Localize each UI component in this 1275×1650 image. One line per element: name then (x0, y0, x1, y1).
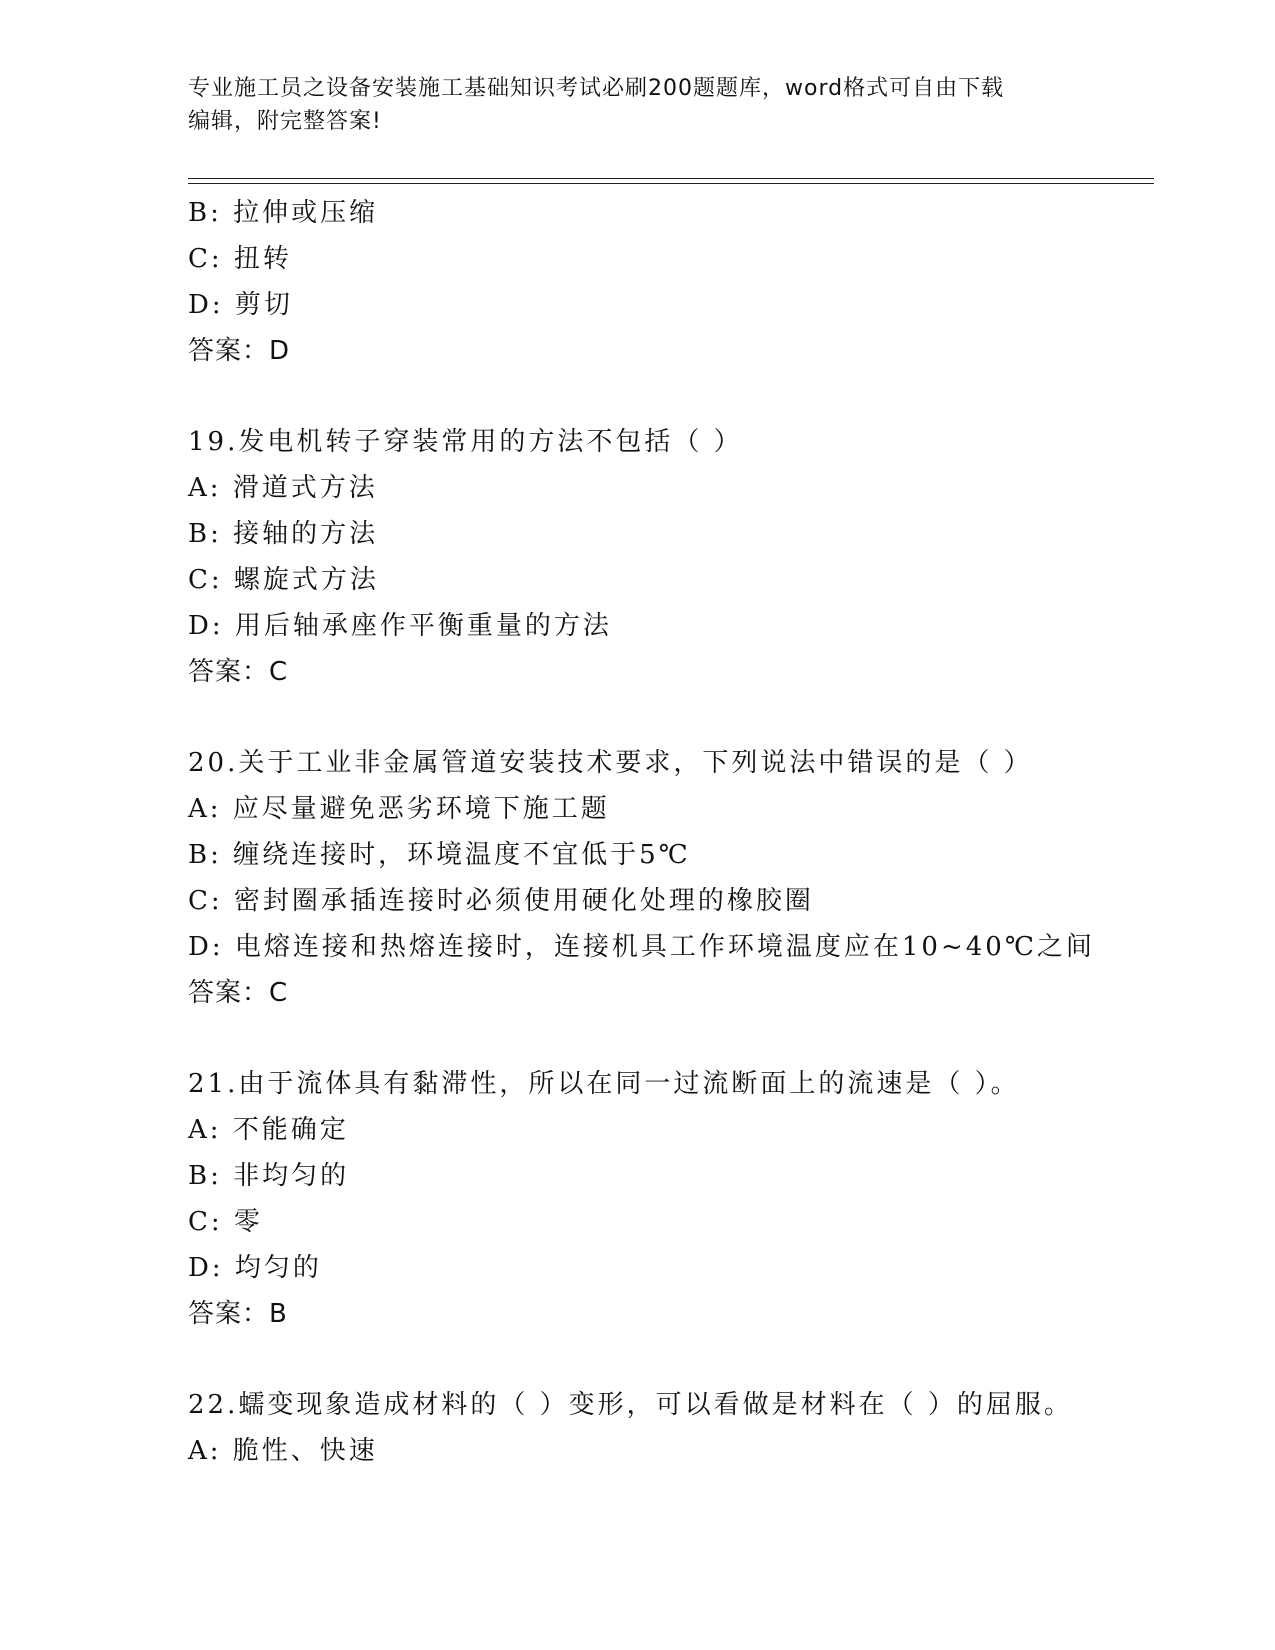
option-b: B: 接轴的方法 (188, 519, 379, 549)
answer: 答案：B (188, 1299, 288, 1329)
header-line-2: 编辑，附完整答案! (188, 109, 382, 134)
spacer (188, 1337, 1148, 1382)
option-b: B: 拉伸或压缩 (188, 198, 379, 228)
option-d: D: 均匀的 (188, 1253, 322, 1283)
header-divider-bottom (188, 183, 1154, 184)
question-text: 19.发电机转子穿装常用的方法不包括（ ） (188, 427, 743, 457)
option-c: C: 零 (188, 1207, 263, 1237)
option-c: C: 密封圈承插连接时必须使用硬化处理的橡胶圈 (188, 886, 814, 916)
question-list (188, 190, 1148, 1474)
option-a: A: 应尽量避免恶劣环境下施工题 (188, 794, 610, 824)
question-21 (188, 1061, 1148, 1337)
option-a: A: 脆性、快速 (188, 1436, 378, 1466)
question-text: 21.由于流体具有黏滞性，所以在同一过流断面上的流速是（ ）。 (188, 1069, 1020, 1099)
question-19 (188, 419, 1148, 695)
option-d: D: 用后轴承座作平衡重量的方法 (188, 611, 612, 641)
header-divider-top (188, 178, 1154, 179)
spacer (188, 374, 1148, 419)
option-b: B: 非均匀的 (188, 1161, 350, 1191)
option-a: A: 不能确定 (188, 1115, 349, 1145)
option-a: A: 滑道式方法 (188, 473, 378, 503)
spacer (188, 695, 1148, 740)
question-text: 20.关于工业非金属管道安装技术要求，下列说法中错误的是（ ） (188, 748, 1033, 778)
question-18-tail (188, 190, 1148, 374)
option-c: C: 扭转 (188, 244, 292, 274)
question-text: 22.蠕变现象造成材料的（ ）变形，可以看做是材料在（ ）的屈服。 (188, 1390, 1073, 1420)
answer: 答案：C (188, 657, 289, 687)
option-c: C: 螺旋式方法 (188, 565, 379, 595)
option-d: D: 电熔连接和热熔连接时，连接机具工作环境温度应在10~40℃之间 (188, 932, 1095, 962)
answer: 答案：D (188, 336, 291, 366)
question-22 (188, 1382, 1148, 1474)
answer: 答案：C (188, 978, 289, 1008)
option-b: B: 缠绕连接时，环境温度不宜低于5℃ (188, 840, 691, 870)
header-line-1: 专业施工员之设备安装施工基础知识考试必刷200题题库，word格式可自由下载 (188, 76, 1005, 101)
document-header (188, 72, 1088, 138)
spacer (188, 1016, 1148, 1061)
option-d: D: 剪切 (188, 290, 293, 320)
question-20 (188, 740, 1148, 1016)
